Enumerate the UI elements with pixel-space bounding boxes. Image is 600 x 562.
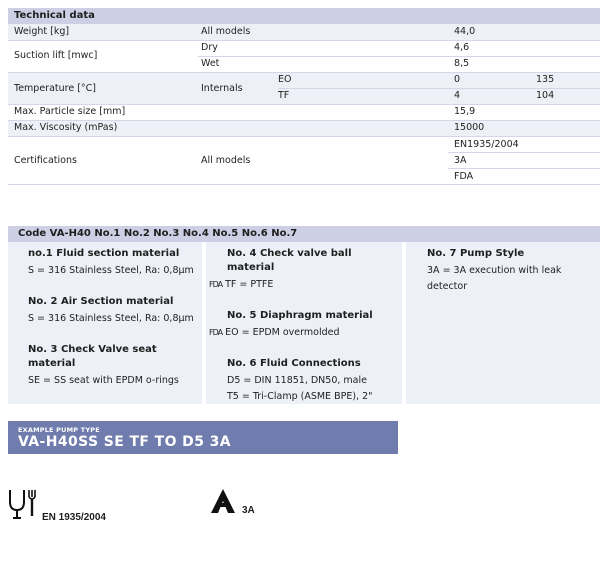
check-valve-ball-title: No. 4 Check valve ball material [227,248,352,273]
air-section-text: S = 316 Stainless Steel, Ra: 0,8µm [28,313,194,324]
weight-value: 44,0 [454,26,476,37]
temperature-eo-min: 0 [454,74,461,85]
code-column-2 [206,242,402,404]
certifications-scope: All models [201,155,251,166]
food-contact-icon [8,488,36,525]
certifications-label: Certifications [14,155,77,166]
certification-3a: 3A [454,155,467,166]
pump-style-line-2: detector [427,281,468,292]
fluid-connection-d5: D5 = DIN 11851, DN50, male [227,375,367,386]
example-pump-type-box [8,421,398,454]
3a-sanitary-icon [210,488,236,518]
certificate-3a [210,488,255,518]
valve-seat-title: No. 3 Check Valve seat material [28,344,157,369]
particle-size-row [8,104,600,120]
suction-wet-label: Wet [201,58,220,69]
check-valve-ball-text: TF = PTFE [225,279,274,290]
code-column-3 [406,242,600,404]
air-section-title: No. 2 Air Section material [28,296,174,307]
valve-seat-text: SE = SS seat with EPDM o-rings [28,375,179,386]
temperature-eo-max: 135 [536,74,555,85]
fluid-connections-title: No. 6 Fluid Connections [227,358,361,369]
certification-fda: FDA [454,171,474,182]
temperature-label: Temperature [°C] [14,83,96,94]
code-column-1 [8,242,202,404]
diaphragm-text: EO = EPDM overmolded [225,327,340,338]
particle-size-label: Max. Particle size [mm] [14,106,126,117]
temperature-scope: Internals [201,83,243,94]
viscosity-row [8,120,600,136]
fluid-section-title: no.1 Fluid section material [28,248,180,259]
fluid-section-text: S = 316 Stainless Steel, Ra: 0,8µm [28,265,194,276]
diaphragm-line [209,325,402,341]
pump-style-title: No. 7 Pump Style [427,248,525,259]
temperature-tf-max: 104 [536,90,555,101]
weight-scope: All models [201,26,251,37]
certificate-en1935-label: EN 1935/2004 [42,512,106,523]
check-valve-ball-line [209,277,402,293]
example-pump-type-label: EXAMPLE PUMP TYPE [18,426,100,434]
technical-data-table [8,8,600,216]
suction-dry-value: 4,6 [454,42,470,53]
technical-data-title: Technical data [8,8,600,24]
suction-wet-value: 8,5 [454,58,470,69]
temperature-eo-label: EO [278,74,292,85]
temperature-tf-label: TF [278,90,290,101]
viscosity-label: Max. Viscosity (mPas) [14,122,118,133]
fda-symbol-icon: FDA [209,280,223,289]
weight-label: Weight [kg] [14,26,70,37]
viscosity-value: 15000 [454,122,485,133]
certificate-en1935 [8,488,106,525]
fda-symbol-icon: FDA [209,328,223,337]
pump-style-line-1: 3A = 3A execution with leak [427,265,562,276]
particle-size-value: 15,9 [454,106,476,117]
example-pump-type-value: VA-H40SS SE TF TO D5 3A [18,434,231,450]
weight-row [8,24,600,40]
fluid-connection-t5: T5 = Tri-Clamp (ASME BPE), 2" [227,391,373,402]
certification-en1935: EN1935/2004 [454,139,519,150]
suction-lift-label: Suction lift [mwc] [14,50,98,61]
diaphragm-title: No. 5 Diaphragm material [227,310,373,321]
svg-text:3: 3 [220,506,226,514]
code-header: Code VA-H40 No.1 No.2 No.3 No.4 No.5 No.6 No.7 [8,226,600,242]
temperature-tf-min: 4 [454,90,461,101]
certificate-3a-label: 3A [242,505,255,516]
suction-dry-label: Dry [201,42,218,53]
